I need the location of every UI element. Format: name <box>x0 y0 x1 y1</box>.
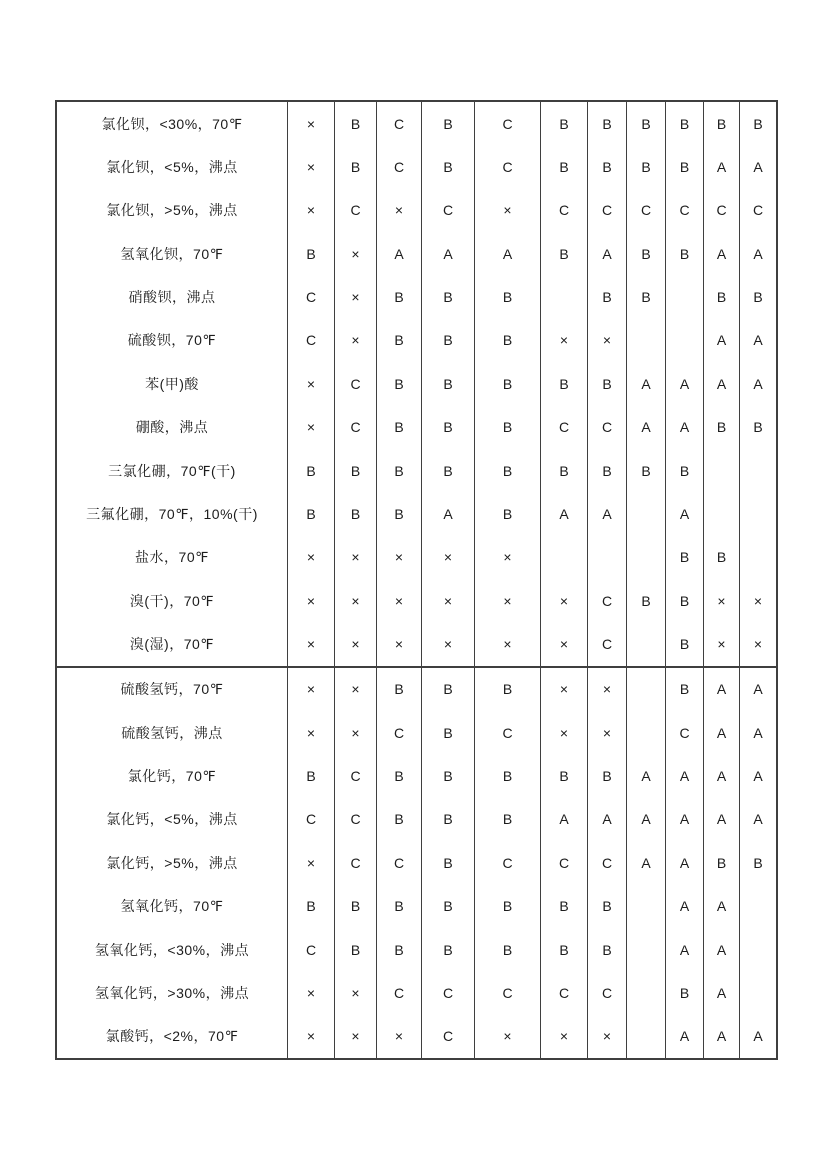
row-label: 硼酸，沸点 <box>57 406 288 449</box>
rating-cell: × <box>288 579 335 622</box>
rating-cell: C <box>335 406 377 449</box>
table-row <box>57 449 776 492</box>
rating-cell <box>704 449 740 492</box>
compatibility-table <box>55 100 778 1060</box>
rating-cell: B <box>422 884 475 927</box>
rating-cell: B <box>704 102 740 145</box>
row-label: 氯酸钙，<2%，70℉ <box>57 1015 288 1058</box>
table-row <box>57 145 776 188</box>
rating-cell: B <box>541 449 588 492</box>
rating-cell: C <box>377 145 422 188</box>
rating-cell: × <box>288 841 335 884</box>
row-label: 硫酸氢钙，70℉ <box>57 668 288 711</box>
rating-cell: B <box>422 362 475 405</box>
rating-cell <box>740 928 776 971</box>
rating-cell: B <box>666 622 704 665</box>
rating-cell: C <box>377 102 422 145</box>
rating-cell: C <box>288 319 335 362</box>
rating-cell <box>627 971 666 1014</box>
table-row <box>57 928 776 971</box>
rating-cell: B <box>541 362 588 405</box>
rating-cell: B <box>288 754 335 797</box>
rating-cell: C <box>588 189 627 232</box>
rating-cell: B <box>704 536 740 579</box>
rating-cell: B <box>422 275 475 318</box>
rating-cell: C <box>335 362 377 405</box>
rating-cell: A <box>422 492 475 535</box>
rating-cell: A <box>704 754 740 797</box>
rating-cell: B <box>377 362 422 405</box>
rating-cell: C <box>377 971 422 1014</box>
rating-cell: B <box>422 798 475 841</box>
rating-cell: C <box>377 711 422 754</box>
rating-cell: B <box>475 319 541 362</box>
rating-cell: × <box>704 579 740 622</box>
rating-cell: B <box>666 668 704 711</box>
rating-cell: A <box>753 724 763 741</box>
rating-cell: B <box>753 419 763 436</box>
rating-cell: B <box>588 102 627 145</box>
rating-cell: B <box>335 492 377 535</box>
table-row <box>57 754 776 797</box>
rating-cell <box>627 928 666 971</box>
rating-cell: B <box>704 406 740 449</box>
rating-cell: B <box>541 102 588 145</box>
rating-cell: C <box>335 798 377 841</box>
rating-cell: × <box>541 711 588 754</box>
rating-cell: C <box>335 841 377 884</box>
rating-cell: C <box>666 711 704 754</box>
rating-cell: × <box>475 189 541 232</box>
rating-cell: C <box>541 406 588 449</box>
rating-cell: A <box>704 362 740 405</box>
rating-cell: A <box>666 884 704 927</box>
row-label: 氯化钡，<30%，70℉ <box>57 102 288 145</box>
rating-cell <box>627 319 666 362</box>
rating-cell: A <box>627 754 666 797</box>
rating-cell: C <box>541 971 588 1014</box>
rating-cell: C <box>588 841 627 884</box>
rating-cell: B <box>377 754 422 797</box>
rating-cell <box>541 536 588 579</box>
rating-cell: A <box>704 668 740 711</box>
rating-cell: B <box>377 406 422 449</box>
rating-cell: × <box>475 1015 541 1058</box>
rating-cell: A <box>753 245 763 262</box>
rating-cell <box>627 492 666 535</box>
rating-cell: B <box>288 492 335 535</box>
rating-cell: A <box>704 711 740 754</box>
rating-cell: B <box>753 289 763 306</box>
rating-cell: A <box>666 1015 704 1058</box>
rating-cell: A <box>704 232 740 275</box>
rating-cell: B <box>475 449 541 492</box>
rating-cell: A <box>666 841 704 884</box>
rating-cell: A <box>541 492 588 535</box>
rating-cell: × <box>288 711 335 754</box>
rating-cell: A <box>422 232 475 275</box>
rating-cell: × <box>541 668 588 711</box>
rating-cell: B <box>627 275 666 318</box>
rating-cell: B <box>588 928 627 971</box>
rating-cell: C <box>541 189 588 232</box>
table-row <box>57 102 776 145</box>
rating-cell: A <box>704 798 740 841</box>
rating-cell: × <box>335 668 377 711</box>
rating-cell: A <box>753 811 763 828</box>
row-label: 氢氧化钙，>30%，沸点 <box>57 971 288 1014</box>
rating-cell: A <box>753 768 763 785</box>
rating-cell: × <box>541 319 588 362</box>
rating-cell: C <box>588 406 627 449</box>
table-row <box>57 536 776 579</box>
rating-cell: A <box>753 159 763 176</box>
rating-cell: B <box>588 754 627 797</box>
row-label: 氢氧化钙，70℉ <box>57 884 288 927</box>
rating-cell: B <box>704 841 740 884</box>
rating-cell: B <box>475 754 541 797</box>
rating-cell: B <box>541 928 588 971</box>
rating-cell: × <box>422 579 475 622</box>
rating-cell: C <box>588 622 627 665</box>
rating-cell: B <box>627 145 666 188</box>
rating-cell <box>627 536 666 579</box>
row-label: 硫酸氢钙，沸点 <box>57 711 288 754</box>
rating-cell: × <box>377 1015 422 1058</box>
rating-cell: × <box>335 232 377 275</box>
rating-cell: × <box>541 622 588 665</box>
rating-cell: B <box>541 884 588 927</box>
rating-cell: B <box>666 449 704 492</box>
rating-cell: B <box>377 884 422 927</box>
rating-cell: A <box>753 332 763 349</box>
rating-cell: B <box>541 232 588 275</box>
rating-cell: × <box>288 668 335 711</box>
rating-cell <box>740 449 776 492</box>
rating-cell: B <box>666 102 704 145</box>
rating-cell: B <box>704 275 740 318</box>
rating-cell: B <box>753 115 763 132</box>
rating-cell: × <box>588 319 627 362</box>
rating-cell: B <box>422 102 475 145</box>
rating-cell: B <box>666 971 704 1014</box>
rating-cell <box>740 492 776 535</box>
rating-cell: × <box>288 536 335 579</box>
rating-cell: × <box>288 145 335 188</box>
table-row <box>57 492 776 535</box>
rating-cell: B <box>377 492 422 535</box>
rating-cell: B <box>377 449 422 492</box>
rating-cell: B <box>422 406 475 449</box>
rating-cell: C <box>422 189 475 232</box>
row-label: 氯化钡，>5%，沸点 <box>57 189 288 232</box>
rating-cell: C <box>541 841 588 884</box>
rating-cell: B <box>475 362 541 405</box>
rating-cell: × <box>753 635 763 652</box>
rating-cell: B <box>627 232 666 275</box>
row-label: 氯化钙，>5%，沸点 <box>57 841 288 884</box>
rating-cell: B <box>422 319 475 362</box>
rating-cell: A <box>704 928 740 971</box>
rating-cell: A <box>541 798 588 841</box>
rating-cell: × <box>588 711 627 754</box>
table-row <box>57 668 776 711</box>
rating-cell: A <box>704 971 740 1014</box>
rating-cell: × <box>377 536 422 579</box>
rating-cell: A <box>704 1015 740 1058</box>
row-label: 溴(干)，70℉ <box>57 579 288 622</box>
rating-cell: B <box>666 579 704 622</box>
rating-cell: A <box>666 754 704 797</box>
rating-cell: × <box>541 579 588 622</box>
rating-cell: C <box>377 841 422 884</box>
rating-cell: B <box>666 232 704 275</box>
rating-cell: B <box>288 232 335 275</box>
rating-cell: × <box>288 406 335 449</box>
rating-cell: C <box>288 798 335 841</box>
table-row <box>57 406 776 449</box>
rating-cell: B <box>422 711 475 754</box>
rating-cell: A <box>704 145 740 188</box>
rating-cell <box>666 319 704 362</box>
rating-cell: A <box>753 1028 763 1045</box>
rating-cell: × <box>335 536 377 579</box>
table-row <box>57 275 776 318</box>
rating-cell: B <box>335 928 377 971</box>
rating-cell: × <box>335 971 377 1014</box>
row-label: 硝酸钡，沸点 <box>57 275 288 318</box>
rating-cell: B <box>588 362 627 405</box>
rating-cell: B <box>422 668 475 711</box>
rating-cell: × <box>335 319 377 362</box>
rating-cell: A <box>627 406 666 449</box>
table-row <box>57 711 776 754</box>
table-row <box>57 971 776 1014</box>
rating-cell <box>740 536 776 579</box>
rating-cell: × <box>588 1015 627 1058</box>
rating-cell: B <box>541 145 588 188</box>
rating-cell: B <box>475 798 541 841</box>
table-row <box>57 622 776 665</box>
table-row <box>57 189 776 232</box>
rating-cell: × <box>377 189 422 232</box>
rating-cell: B <box>377 928 422 971</box>
rating-cell: C <box>475 971 541 1014</box>
rating-cell: C <box>422 971 475 1014</box>
rating-cell: B <box>422 841 475 884</box>
table-row <box>57 232 776 275</box>
rating-cell: A <box>666 406 704 449</box>
rating-cell: B <box>377 668 422 711</box>
row-label: 氯化钡，<5%，沸点 <box>57 145 288 188</box>
rating-cell: A <box>475 232 541 275</box>
rating-cell: C <box>335 754 377 797</box>
rating-cell: B <box>377 798 422 841</box>
rating-cell: C <box>704 189 740 232</box>
rating-cell: × <box>422 536 475 579</box>
rating-cell: B <box>627 579 666 622</box>
rating-cell: B <box>377 275 422 318</box>
rating-cell: C <box>475 711 541 754</box>
row-label: 盐水，70℉ <box>57 536 288 579</box>
rating-cell <box>740 971 776 1014</box>
rating-cell: B <box>475 275 541 318</box>
rating-cell: B <box>422 145 475 188</box>
rating-cell: B <box>475 406 541 449</box>
rating-cell <box>740 884 776 927</box>
table-row <box>57 798 776 841</box>
rating-cell: B <box>588 275 627 318</box>
rating-cell <box>704 492 740 535</box>
rating-cell: × <box>288 102 335 145</box>
table-section <box>57 668 776 1058</box>
rating-cell: C <box>627 189 666 232</box>
rating-cell: × <box>288 1015 335 1058</box>
rating-cell: A <box>666 798 704 841</box>
rating-cell <box>627 711 666 754</box>
rating-cell: A <box>666 492 704 535</box>
rating-cell: × <box>753 592 763 609</box>
row-label: 氢氧化钙，<30%，沸点 <box>57 928 288 971</box>
rating-cell: B <box>288 449 335 492</box>
rating-cell: × <box>335 622 377 665</box>
rating-cell: A <box>666 928 704 971</box>
rating-cell <box>627 1015 666 1058</box>
rating-cell: B <box>335 102 377 145</box>
rating-cell: A <box>704 884 740 927</box>
rating-cell: × <box>541 1015 588 1058</box>
rating-cell: B <box>422 449 475 492</box>
rating-cell: C <box>475 102 541 145</box>
rating-cell: B <box>666 145 704 188</box>
rating-cell: B <box>627 102 666 145</box>
rating-cell: A <box>588 232 627 275</box>
rating-cell: C <box>588 579 627 622</box>
rating-cell <box>627 668 666 711</box>
rating-cell: B <box>288 884 335 927</box>
rating-cell: C <box>752 202 764 219</box>
rating-cell <box>588 536 627 579</box>
rating-cell: A <box>704 319 740 362</box>
row-label: 氯化钙，70℉ <box>57 754 288 797</box>
rating-cell: × <box>288 622 335 665</box>
rating-cell: B <box>475 928 541 971</box>
rating-cell: × <box>422 622 475 665</box>
rating-cell: × <box>377 622 422 665</box>
rating-cell: × <box>288 362 335 405</box>
table-row <box>57 362 776 405</box>
rating-cell: B <box>377 319 422 362</box>
rating-cell: C <box>422 1015 475 1058</box>
rating-cell: × <box>475 536 541 579</box>
table-section <box>57 102 776 668</box>
row-label: 硫酸钡，70℉ <box>57 319 288 362</box>
row-label: 溴(湿)，70℉ <box>57 622 288 665</box>
rating-cell: B <box>588 449 627 492</box>
rating-cell: A <box>753 681 763 698</box>
row-label: 三氟化硼，70℉，10%(干) <box>57 492 288 535</box>
rating-cell: A <box>627 798 666 841</box>
table-row <box>57 1015 776 1058</box>
rating-cell: × <box>377 579 422 622</box>
rating-cell: B <box>475 884 541 927</box>
rating-cell: C <box>335 189 377 232</box>
rating-cell: A <box>588 492 627 535</box>
rating-cell <box>627 884 666 927</box>
rating-cell: × <box>588 668 627 711</box>
rating-cell: B <box>422 928 475 971</box>
rating-cell: × <box>335 275 377 318</box>
rating-cell: C <box>588 971 627 1014</box>
rating-cell: B <box>541 754 588 797</box>
rating-cell: × <box>475 579 541 622</box>
rating-cell: B <box>475 492 541 535</box>
rating-cell <box>666 275 704 318</box>
rating-cell: C <box>288 275 335 318</box>
rating-cell: B <box>627 449 666 492</box>
rating-cell: B <box>335 449 377 492</box>
rating-cell: B <box>666 536 704 579</box>
rating-cell <box>541 275 588 318</box>
row-label: 氢氧化钡，70℉ <box>57 232 288 275</box>
row-label: 三氯化硼，70℉(干) <box>57 449 288 492</box>
rating-cell: B <box>475 668 541 711</box>
rating-cell: × <box>475 622 541 665</box>
rating-cell: A <box>627 841 666 884</box>
rating-cell: B <box>753 854 763 871</box>
rating-cell: C <box>475 145 541 188</box>
rating-cell: × <box>288 189 335 232</box>
table-row <box>57 884 776 927</box>
rating-cell: × <box>335 711 377 754</box>
rating-cell: A <box>588 798 627 841</box>
rating-cell: × <box>704 622 740 665</box>
rating-cell: B <box>588 884 627 927</box>
table-row <box>57 579 776 622</box>
rating-cell: C <box>666 189 704 232</box>
rating-cell: A <box>627 362 666 405</box>
rating-cell: A <box>753 375 763 392</box>
rating-cell <box>627 622 666 665</box>
table-row <box>57 841 776 884</box>
row-label: 氯化钙，<5%，沸点 <box>57 798 288 841</box>
rating-cell: B <box>588 145 627 188</box>
rating-cell: B <box>422 754 475 797</box>
row-label: 苯(甲)酸 <box>57 362 288 405</box>
rating-cell: A <box>377 232 422 275</box>
rating-cell: × <box>288 971 335 1014</box>
rating-cell: × <box>335 579 377 622</box>
rating-cell: C <box>475 841 541 884</box>
table-row <box>57 319 776 362</box>
rating-cell: × <box>335 1015 377 1058</box>
rating-cell: C <box>288 928 335 971</box>
rating-cell: B <box>335 884 377 927</box>
rating-cell: A <box>666 362 704 405</box>
rating-cell: B <box>335 145 377 188</box>
